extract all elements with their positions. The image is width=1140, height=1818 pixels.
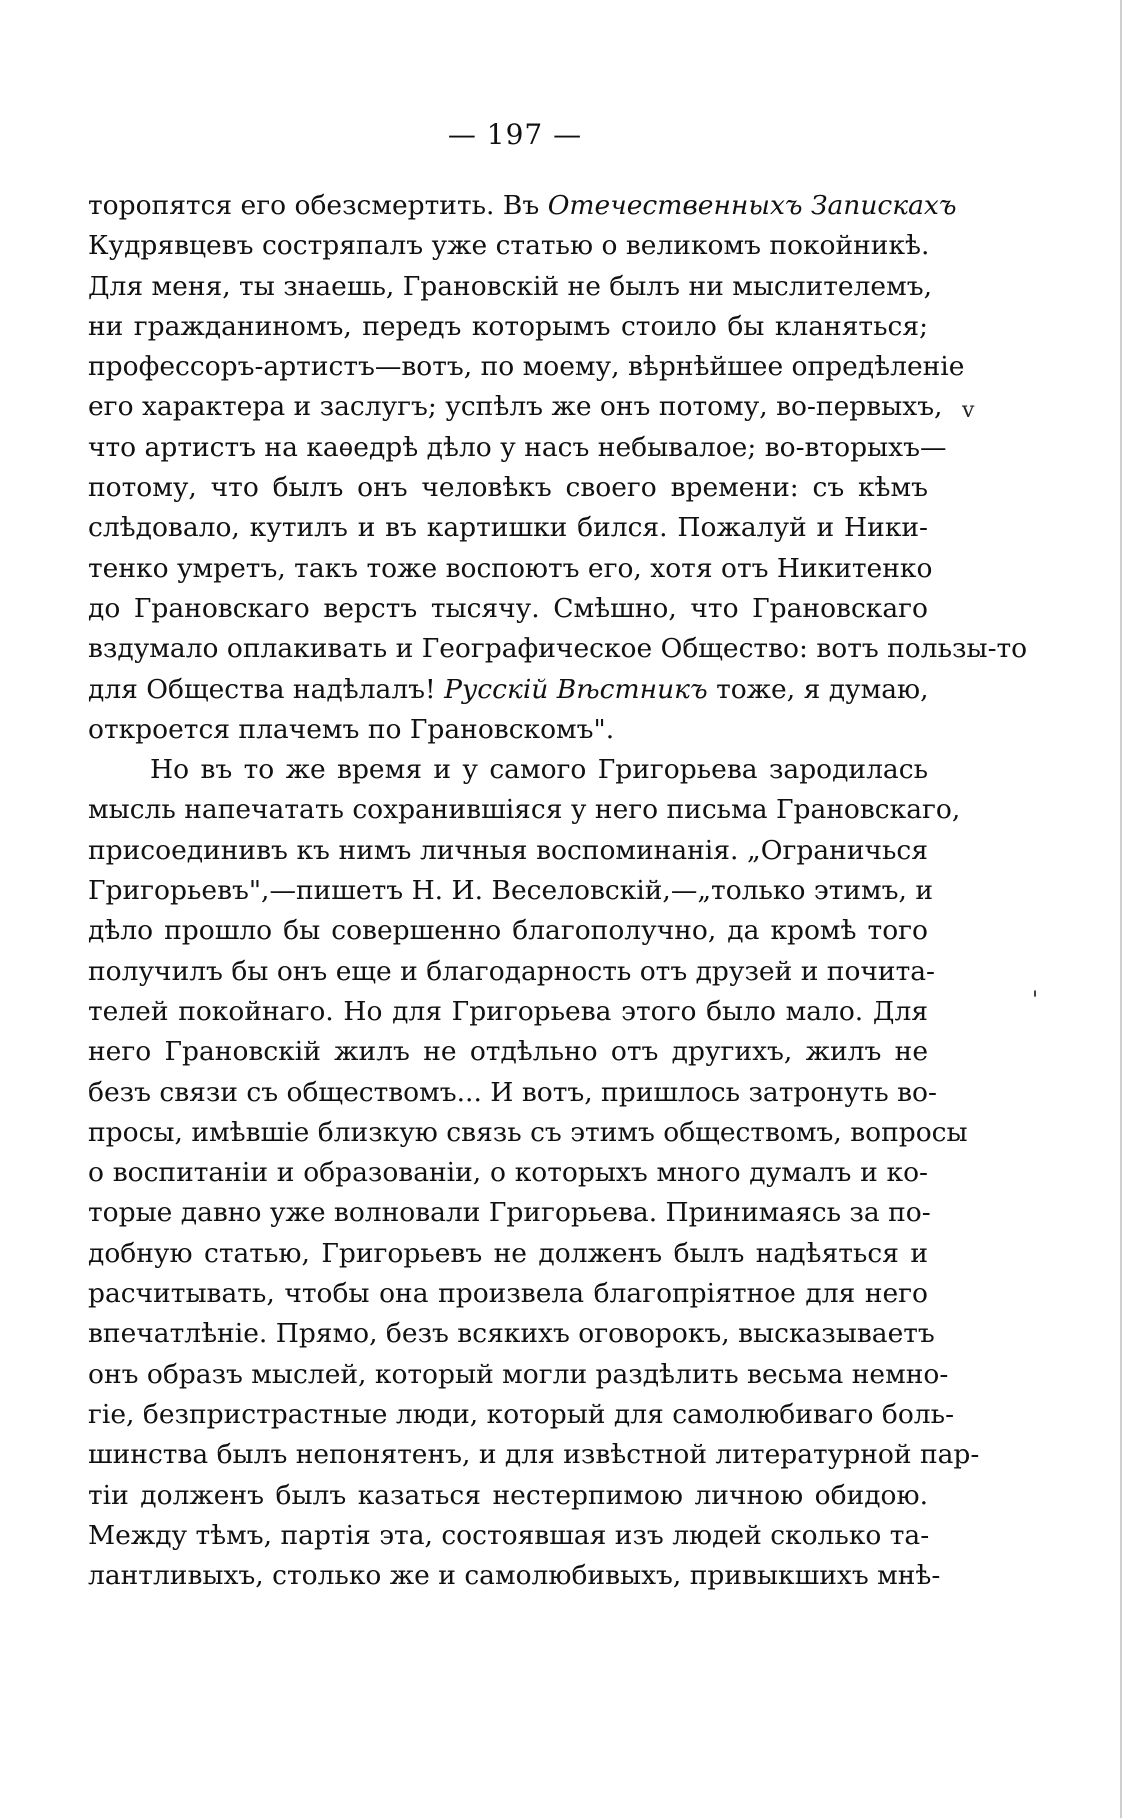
text-line: мысль напечатать сохранившіяся у него письма Грановскаго, (88, 794, 961, 826)
body-text (88, 186, 1028, 1596)
text-line: Между тѣмъ, партія эта, состоявшая изъ людей сколько та- (88, 1519, 930, 1551)
text-line: телей покойнаго. Но для Григорьева этого было мало. Для (88, 995, 928, 1027)
text-line: слѣдовало, кутилъ и въ картишки бился. Пожалуй и Ники- (88, 512, 928, 544)
text-line: вздумало оплакивать и Географическое Общество: вотъ пользы-то (88, 633, 1028, 665)
text-line: торопятся его обезсмертить. Въ Отечественныхъ Запискахъ (88, 190, 957, 221)
text-line: шинства былъ непонятенъ, и для извѣстной литературной пар- (88, 1439, 980, 1471)
text-line: тіи долженъ былъ казаться нестерпимою личною обидою. (88, 1479, 928, 1511)
text-line: Григорьевъ",—пишетъ Н. И. Веселовскій,—„только этимъ, и (88, 875, 934, 907)
italic-title: Отечественныхъ Запискахъ (547, 190, 957, 221)
text-line: Кудрявцевъ состряпалъ уже статью о великомъ покойникѣ. (88, 230, 930, 262)
text-line: присоединивъ къ нимъ личныя воспоминанія. „Ограничься (88, 834, 928, 866)
text-line: тенко умретъ, такъ тоже воспоютъ его, хотя отъ Никитенко (88, 552, 933, 584)
text-line: добную статью, Григорьевъ не долженъ былъ надѣяться и (88, 1237, 928, 1269)
text-line: его характера и заслугъ; успѣлъ же онъ потому, во-первыхъ, (88, 391, 943, 423)
text-line: торые давно уже волновали Григорьева. Принимаясь за по- (88, 1197, 931, 1229)
text-line: Но въ то же время и у самого Григорьева зародилась (150, 754, 928, 786)
margin-tick: ' (1032, 988, 1039, 1013)
text-line: впечатлѣніе. Прямо, безъ всякихъ оговорокъ, высказываетъ (88, 1318, 935, 1350)
text-line: безъ связи съ обществомъ... И вотъ, пришлось затронуть во- (88, 1076, 937, 1108)
text-line: получилъ бы онъ еще и благодарность отъ друзей и почита- (88, 955, 935, 987)
text-line: профессоръ-артистъ—вотъ, по моему, вѣрнѣйшее опредѣленіе (88, 351, 965, 383)
text-line: Для меня, ты знаешь, Грановскій не былъ ни мыслителемъ, (88, 270, 933, 302)
text-line: онъ образъ мыслей, который могли раздѣлить весьма немно- (88, 1358, 949, 1390)
text-line: просы, имѣвшіе близкую связь съ этимъ обществомъ, вопросы (88, 1116, 968, 1148)
text-line: лантливыхъ, столько же и самолюбивыхъ, привыкшихъ мнѣ- (88, 1560, 941, 1592)
text-line: гіе, безпристрастные люди, который для самолюбиваго боль- (88, 1398, 955, 1430)
text-line: расчитывать, чтобы она произвела благопріятное для него (88, 1278, 928, 1310)
italic-title: Русскій Вѣстникъ (444, 673, 708, 705)
text-line: ни гражданиномъ, передъ которымъ стоило бы кланяться; (88, 310, 928, 342)
text-line: что артистъ на каѳедрѣ дѣло у насъ небывалое; во-вторыхъ— (88, 431, 947, 463)
text-line: потому, что былъ онъ человѣкъ своего времени: съ кѣмъ (88, 472, 928, 504)
text-line: до Грановскаго верстъ тысячу. Смѣшно, что Грановскаго (88, 592, 928, 624)
text-line: о воспитаніи и образованіи, о которыхъ много думалъ и ко- (88, 1157, 928, 1189)
page-number: — 197 — (447, 118, 583, 151)
scan-edge (1120, 0, 1122, 1818)
text-line: дѣло прошло бы совершенно благополучно, да кромѣ того (88, 915, 928, 947)
margin-mark: v (962, 398, 975, 423)
text-line: откроется плачемъ по Грановскомъ". (88, 713, 615, 745)
text-line: него Грановскій жилъ не отдѣльно отъ другихъ, жилъ не (88, 1036, 928, 1068)
text-line: для Общества надѣлалъ! Русскій Вѣстникъ тоже, я думаю, (88, 673, 929, 705)
